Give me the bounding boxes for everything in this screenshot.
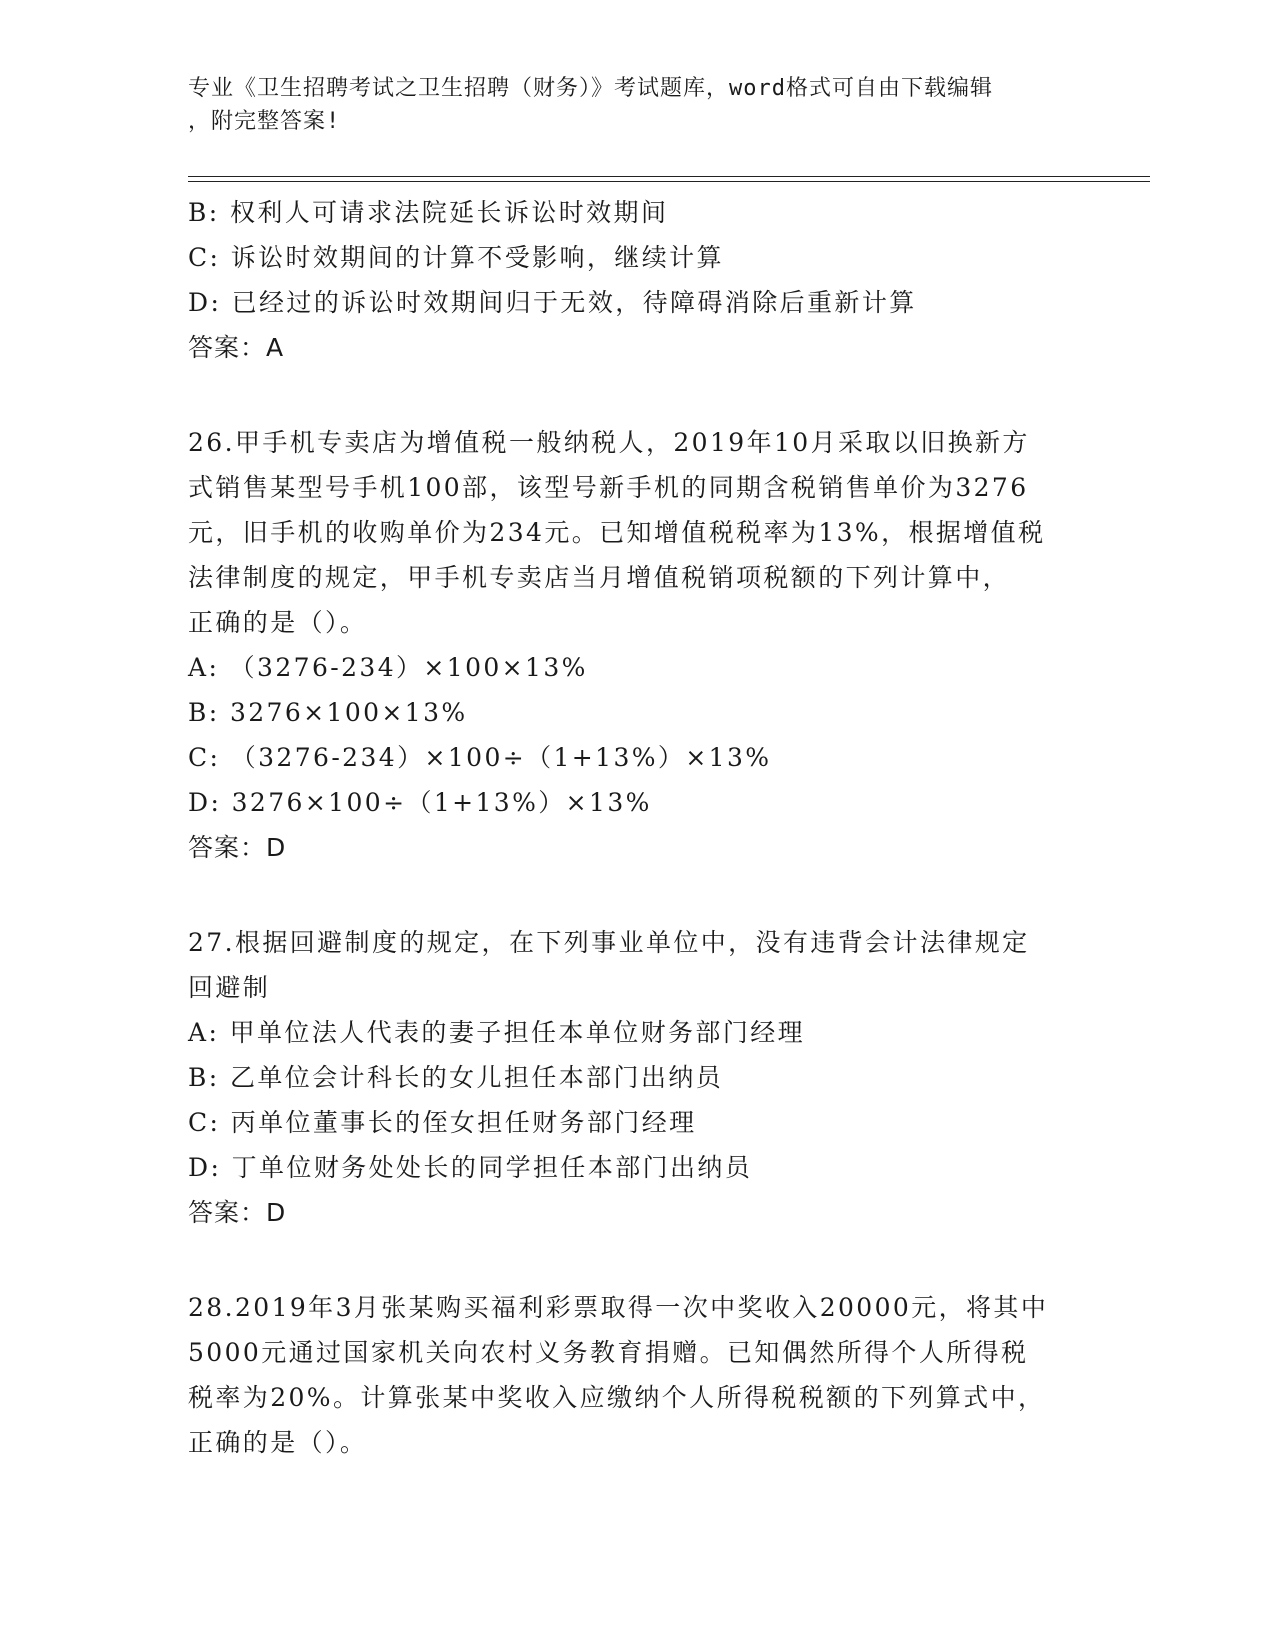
question-stem-line: 法律制度的规定，甲手机专卖店当月增值税销项税额的下列计算中， <box>188 563 1011 592</box>
question-stem-line: 27.根据回避制度的规定，在下列事业单位中，没有违背会计法律规定 <box>188 928 1030 957</box>
question-25-tail <box>188 190 1088 370</box>
question-stem-line: 元，旧手机的收购单价为234元。已知增值税税率为13%，根据增值税 <box>188 518 1046 547</box>
question-28 <box>188 1285 1088 1465</box>
question-stem-line: 5000元通过国家机关向农村义务教育捐赠。已知偶然所得个人所得税 <box>188 1338 1029 1367</box>
question-stem-line: 28.2019年3月张某购买福利彩票取得一次中奖收入20000元，将其中 <box>188 1293 1049 1322</box>
question-stem-line: 正确的是（）。 <box>188 1428 368 1457</box>
header-divider-bottom <box>188 181 1150 182</box>
option-c: C: （3276-234）×100÷（1+13%）×13% <box>188 743 772 772</box>
option-d: D: 已经过的诉讼时效期间归于无效，待障碍消除后重新计算 <box>188 288 917 317</box>
answer-label: 答案：A <box>188 333 285 362</box>
document-header <box>188 72 1088 138</box>
option-a: A: 甲单位法人代表的妻子担任本单位财务部门经理 <box>188 1018 806 1047</box>
option-b: B: 3276×100×13% <box>188 698 468 727</box>
question-26 <box>188 420 1088 870</box>
question-stem-line: 正确的是（）。 <box>188 608 368 637</box>
spacer <box>188 370 1088 420</box>
spacer <box>188 1235 1088 1285</box>
option-d: D: 丁单位财务处处长的同学担任本部门出纳员 <box>188 1153 753 1182</box>
question-stem-line: 回避制 <box>188 973 271 1002</box>
answer-label: 答案：D <box>188 1198 287 1227</box>
answer-label: 答案：D <box>188 833 287 862</box>
header-divider-top <box>188 176 1150 177</box>
question-stem-line: 税率为20%。计算张某中奖收入应缴纳个人所得税税额的下列算式中， <box>188 1383 1046 1412</box>
option-b: B: 乙单位会计科长的女儿担任本部门出纳员 <box>188 1063 724 1092</box>
question-content <box>188 190 1088 1465</box>
header-title-line-2: ，附完整答案! <box>188 109 341 134</box>
header-title-line-1: 专业《卫生招聘考试之卫生招聘（财务）》考试题库，word格式可自由下载编辑 <box>188 76 993 101</box>
option-c: C: 诉讼时效期间的计算不受影响，继续计算 <box>188 243 724 272</box>
question-stem-line: 式销售某型号手机100部，该型号新手机的同期含税销售单价为3276 <box>188 473 1029 502</box>
option-d: D: 3276×100÷（1+13%）×13% <box>188 788 652 817</box>
option-b: B: 权利人可请求法院延长诉讼时效期间 <box>188 198 669 227</box>
question-27 <box>188 920 1088 1235</box>
option-c: C: 丙单位董事长的侄女担任财务部门经理 <box>188 1108 697 1137</box>
spacer <box>188 870 1088 920</box>
option-a: A: （3276-234）×100×13% <box>188 653 588 682</box>
question-stem-line: 26.甲手机专卖店为增值税一般纳税人，2019年10月采取以旧换新方 <box>188 428 1030 457</box>
